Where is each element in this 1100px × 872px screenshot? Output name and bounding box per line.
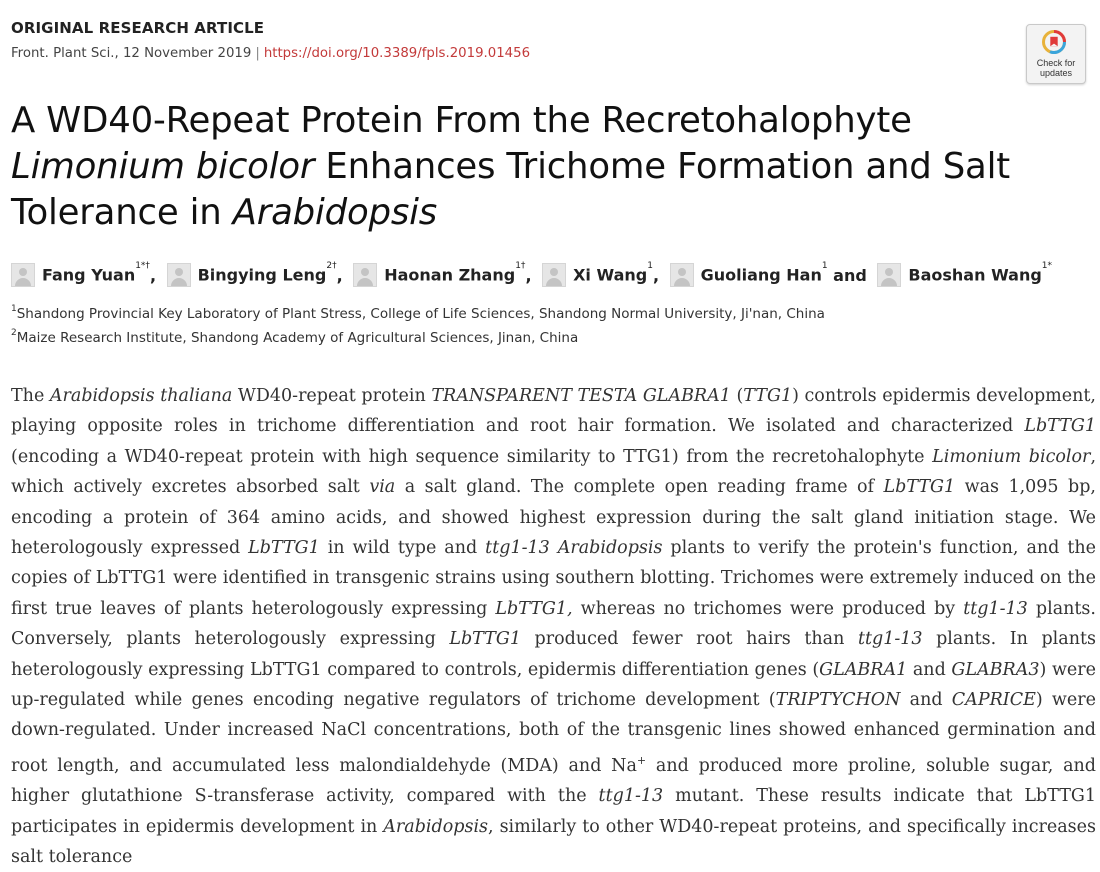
abstract-text: + xyxy=(636,753,647,767)
journal-citation: Front. Plant Sci., 12 November 2019 xyxy=(11,46,252,61)
abstract-text: (encoding a WD40-repeat protein with high sequence similarity to TTG1) from the recretohalophyte xyxy=(11,446,933,467)
abstract-text: and xyxy=(900,690,952,711)
abstract-text: ( xyxy=(730,386,744,406)
title-species: Limonium bicolor xyxy=(11,146,315,187)
author-name: Fang Yuan xyxy=(42,265,136,285)
author-avatar-icon xyxy=(353,263,377,287)
affiliation-text: Maize Research Institute, Shandong Academy of Agricultural Sciences, Jinan, China xyxy=(16,330,579,346)
abstract-italic-term: GLABRA1 xyxy=(819,659,908,680)
abstract-text: produced fewer root hairs than xyxy=(520,629,858,650)
affiliation-number: 1 xyxy=(11,304,17,314)
abstract-text: was 1,095 bp, encoding a protein of 364 amino acids, and showed highest expression during the salt gland initiation stage. We heterologously expressed xyxy=(11,477,1096,559)
author-avatar-icon xyxy=(167,263,191,287)
author-3[interactable] xyxy=(353,263,525,287)
author-avatar-icon xyxy=(11,263,35,287)
doi-link[interactable]: https://doi.org/10.3389/fpls.2019.01456 xyxy=(263,46,531,61)
abstract-italic-term: ttg1-13 xyxy=(963,598,1028,619)
abstract-italic-term: TTG1 xyxy=(743,386,793,406)
abstract-text: WD40-repeat protein xyxy=(232,386,432,406)
author-name: Xi Wang xyxy=(573,265,648,285)
abstract-text: , similarly to other WD40-repeat proteins, and specifically increases salt tolerance xyxy=(11,816,1096,867)
abstract-text: in wild type and xyxy=(319,538,486,559)
abstract xyxy=(11,381,1096,872)
author-affiliation-marker: 1 xyxy=(821,261,828,271)
abstract-italic-term: Arabidopsis xyxy=(383,816,489,837)
author-avatar-icon xyxy=(670,263,694,287)
author-affiliation-marker: 2† xyxy=(326,261,337,271)
abstract-paragraph xyxy=(11,381,1096,872)
abstract-text: a salt gland. The complete open reading frame of xyxy=(395,477,884,498)
citation-line xyxy=(11,46,530,61)
author-name: Guoliang Han xyxy=(700,265,822,285)
affiliation-text: Shandong Provincial Key Laboratory of Plant Stress, College of Life Sciences, Shandong Normal University, Ji'nan, China xyxy=(16,306,825,322)
affiliation-2 xyxy=(11,330,578,346)
abstract-italic-term: LbTTG1 xyxy=(449,629,521,650)
abstract-text: ) were down-regulated. Under increased NaCl concentrations, both of the transgenic lines showed enhanced germination and root length, and accumulated less malondialdehyde (MDA) and Na xyxy=(11,690,1096,776)
title-part-1: A WD40-Repeat Protein From the Recretohalophyte xyxy=(11,100,912,141)
abstract-text: plants. Conversely, plants heterologously expressing xyxy=(11,598,1096,650)
author-affiliation-marker: 1 xyxy=(647,261,653,271)
author-name: Haonan Zhang xyxy=(384,265,516,285)
abstract-italic-term: LbTTG1 xyxy=(248,538,320,559)
author-1[interactable] xyxy=(11,263,150,287)
author-5[interactable] xyxy=(670,263,828,287)
abstract-text: and xyxy=(907,659,952,680)
author-separator: , xyxy=(149,265,157,285)
author-affiliation-marker: 1* xyxy=(1041,261,1053,271)
abstract-italic-term: ttg1-13 xyxy=(857,629,923,650)
author-list xyxy=(11,263,1091,287)
title-genus: Arabidopsis xyxy=(232,192,438,233)
article-type: ORIGINAL RESEARCH ARTICLE xyxy=(11,19,265,37)
abstract-text: plants to verify the protein's function, and the copies of LbTTG1 were identified in transgenic strains using southern blotting. Trichomes were extremely induced on the first true leaves of plants heterologously expressing xyxy=(11,538,1096,619)
author-affiliation-marker: 1*† xyxy=(135,261,150,271)
abstract-text: mutant. These results indicate that LbTTG1 participates in epidermis development in xyxy=(11,786,1097,837)
abstract-text: ) were up-regulated while genes encoding negative regulators of trichome development ( xyxy=(11,659,1096,711)
author-avatar-icon xyxy=(877,263,901,287)
abstract-italic-term: LbTTG1 xyxy=(883,477,956,498)
abstract-italic-term: LbTTG1, xyxy=(495,598,573,619)
citation-separator: | xyxy=(255,46,260,61)
author-2[interactable] xyxy=(167,263,337,287)
author-name: Baoshan Wang xyxy=(908,265,1042,285)
abstract-text: and produced more proline, soluble sugar, and higher glutathione S-transferase activity, compared with the xyxy=(11,755,1097,807)
affiliation-1 xyxy=(11,306,825,322)
abstract-text: whereas no trichomes were produced by xyxy=(572,598,964,619)
author-separator: , xyxy=(525,265,532,285)
author-affiliation-marker: 1† xyxy=(515,261,526,271)
abstract-text: plants. In plants heterologously expressing LbTTG1 compared to controls, epidermis differentiation genes ( xyxy=(11,629,1096,680)
abstract-text: ) controls epidermis development, playing opposite roles in trichome differentiation and root hair formation. We isolated and characterized xyxy=(11,386,1096,437)
abstract-italic-term: Arabidopsis thaliana xyxy=(49,386,233,406)
check-for-updates-label xyxy=(1027,59,1085,78)
author-6[interactable] xyxy=(877,263,1052,287)
check-for-updates-button[interactable] xyxy=(1026,24,1086,84)
author-separator: , xyxy=(336,265,343,285)
article-title xyxy=(11,98,1096,236)
author-name: Bingying Leng xyxy=(197,265,327,285)
author-separator: and xyxy=(827,265,867,285)
abstract-italic-term: ttg1-13 xyxy=(598,786,664,807)
abstract-text: The xyxy=(11,386,50,406)
author-avatar-icon xyxy=(542,263,566,287)
abstract-italic-term: via xyxy=(369,477,396,498)
abstract-italic-term: ttg1-13 Arabidopsis xyxy=(485,538,663,559)
abstract-italic-term: CAPRICE xyxy=(951,690,1036,711)
abstract-italic-term: GLABRA3 xyxy=(951,659,1040,680)
abstract-italic-term: TRIPTYCHON xyxy=(775,690,901,711)
author-4[interactable] xyxy=(542,263,653,287)
abstract-text: , which actively excretes absorbed salt xyxy=(11,446,1097,498)
author-separator: , xyxy=(652,265,660,285)
affiliation-number: 2 xyxy=(11,328,17,338)
badge-line-1: Check for xyxy=(1036,58,1076,68)
title-part-3: Enhances Trichome Formation and Salt Tolerance in xyxy=(11,146,1010,233)
badge-line-2: updates xyxy=(1039,67,1073,78)
abstract-italic-term: LbTTG1 xyxy=(1024,416,1096,437)
check-for-updates-icon xyxy=(1042,30,1066,54)
abstract-italic-term: Limonium bicolor xyxy=(932,446,1091,467)
abstract-italic-term: TRANSPARENT TESTA GLABRA1 xyxy=(431,386,731,406)
